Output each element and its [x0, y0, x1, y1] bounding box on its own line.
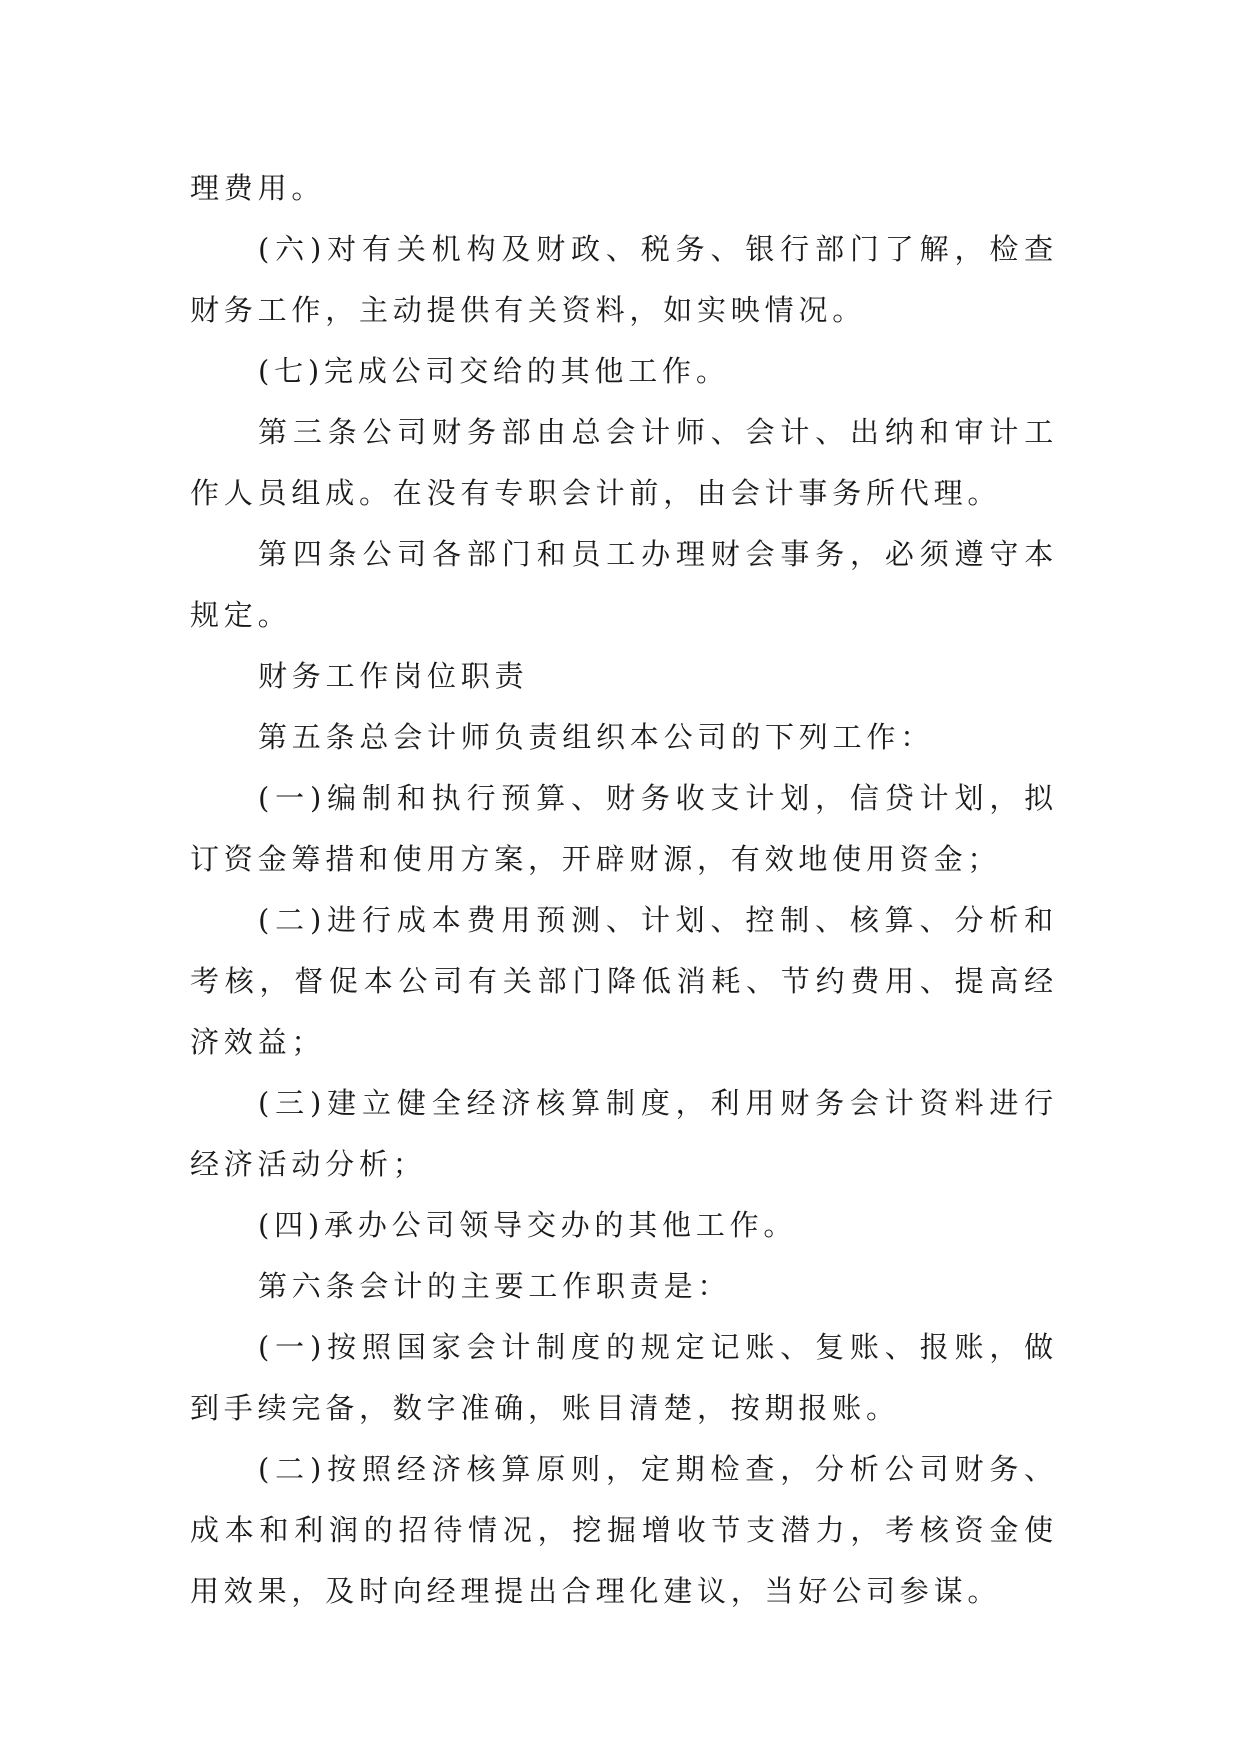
paragraph-item-seven: (七)完成公司交给的其他工作。 [258, 354, 730, 388]
paragraph-article-six: 第六条会计的主要工作职责是： [258, 1269, 732, 1303]
paragraph-article-three: 第三条公司财务部由总会计师、会计、出纳和审计工作人员组成。在没有专职会计前，由会计事务所代理。 [190, 415, 1058, 510]
paragraph-article-five-item-one: (一)编制和执行预算、财务收支计划，信贷计划，拟订资金筹措和使用方案，开辟财源，有效地使用资金； [190, 781, 1058, 876]
section-heading: 财务工作岗位职责 [258, 659, 529, 693]
paragraph-article-five: 第五条总会计师负责组织本公司的下列工作： [258, 720, 935, 754]
paragraph-continuation: 理费用。 [190, 171, 326, 205]
paragraph-article-five-item-three: (三)建立健全经济核算制度，利用财务会计资料进行经济活动分析； [190, 1086, 1058, 1181]
paragraph-article-four: 第四条公司各部门和员工办理财会事务，必须遵守本规定。 [190, 537, 1058, 632]
paragraph-article-six-item-two: (二)按照经济核算原则，定期检查，分析公司财务、成本和利润的招待情况，挖掘增收节支潜力，考核资金使用效果，及时向经理提出合理化建议，当好公司参谋。 [190, 1452, 1058, 1608]
paragraph-article-six-item-one: (一)按照国家会计制度的规定记账、复账、报账，做到手续完备，数字准确，账目清楚，按期报账。 [190, 1330, 1058, 1425]
paragraph-article-five-item-two: (二)进行成本费用预测、计划、控制、核算、分析和考核，督促本公司有关部门降低消耗、节约费用、提高经济效益； [190, 903, 1058, 1059]
paragraph-article-five-item-four: (四)承办公司领导交办的其他工作。 [258, 1208, 798, 1242]
document-body [190, 158, 1058, 1622]
paragraph-item-six: (六)对有关机构及财政、税务、银行部门了解，检查财务工作，主动提供有关资料，如实映情况。 [190, 232, 1058, 327]
